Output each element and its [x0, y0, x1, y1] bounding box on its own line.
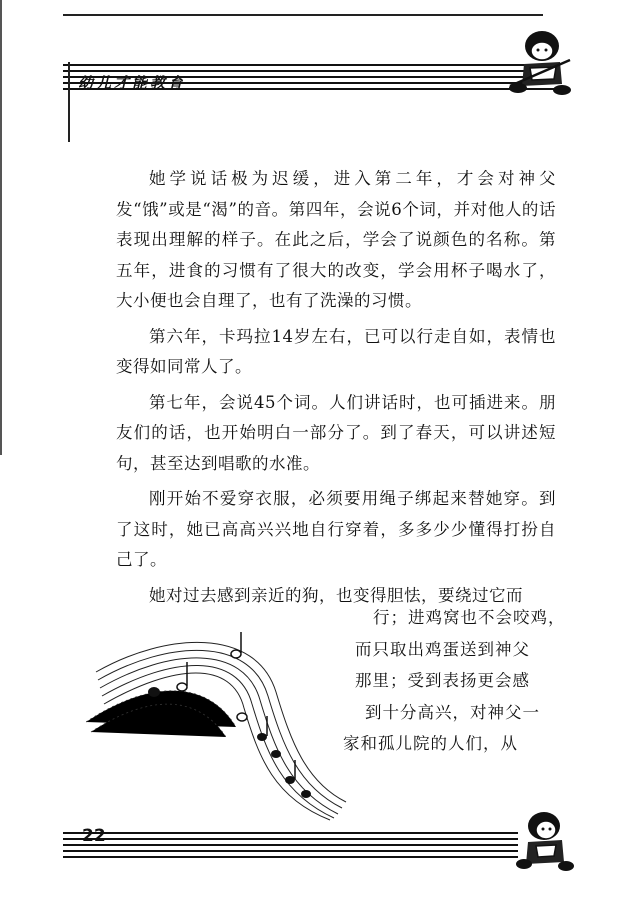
wrapped-line: 那里；受到表扬更会感	[355, 671, 530, 690]
footer-staff-line	[63, 856, 518, 858]
page-number: 22	[82, 826, 106, 846]
wrapped-line: 行；进鸡窝也不会咬鸡，	[373, 608, 566, 627]
paragraph: 第七年，会说45个词。人们讲话时，也可插进来。朋友们的话，也开始明白一部分了。到了春天，可以讲述短句，甚至达到唱歌的水准。	[116, 392, 556, 473]
footer-staff-line	[63, 838, 518, 840]
music-staff-ribbon-illustration	[86, 632, 356, 822]
child-playing-violin-icon	[500, 24, 580, 104]
header-staff-line	[63, 64, 558, 66]
paragraph: 第六年，卡玛拉14岁左右，已可以行走自如，表情也变得如同常人了。	[116, 326, 556, 376]
wrapped-line: 而只取出鸡蛋送到神父	[355, 639, 530, 659]
paragraph: 她对过去感到亲近的狗，也变得胆怯，要绕过它而	[149, 585, 523, 605]
wrapped-line: 到十分高兴，对神父一	[365, 702, 540, 722]
paragraph: 刚开始不爱穿衣服，必须要用绳子绑起来替她穿。到了这时，她已高高兴兴地自行穿着，多多少少懂得打扮自己了。	[116, 489, 556, 569]
top-rule	[63, 14, 543, 16]
footer-staff-line	[63, 844, 518, 846]
body-text	[116, 164, 556, 611]
running-header-title: 幼儿才能教育	[78, 74, 187, 92]
child-playing-instrument-icon	[510, 806, 580, 872]
scan-edge	[0, 0, 2, 455]
header-vertical-line	[68, 62, 70, 142]
footer-staff-line	[63, 832, 518, 834]
paragraph: 她学说话极为迟缓，进入第二年，才会对神父发“饿”或是“渴”的音。第四年，会说6个词，并对他人的话表现出理解的样子。在此之后，学会了说颜色的名称。第五年，进食的习惯有了很大的改变，学会用杯子喝水了，大小便也会自理了，也有了洗澡的习惯。	[116, 169, 556, 310]
wrapped-text-column	[343, 602, 566, 760]
footer-staff-line	[63, 850, 518, 852]
wrapped-line: 家和孤儿院的人们，从	[343, 734, 518, 753]
